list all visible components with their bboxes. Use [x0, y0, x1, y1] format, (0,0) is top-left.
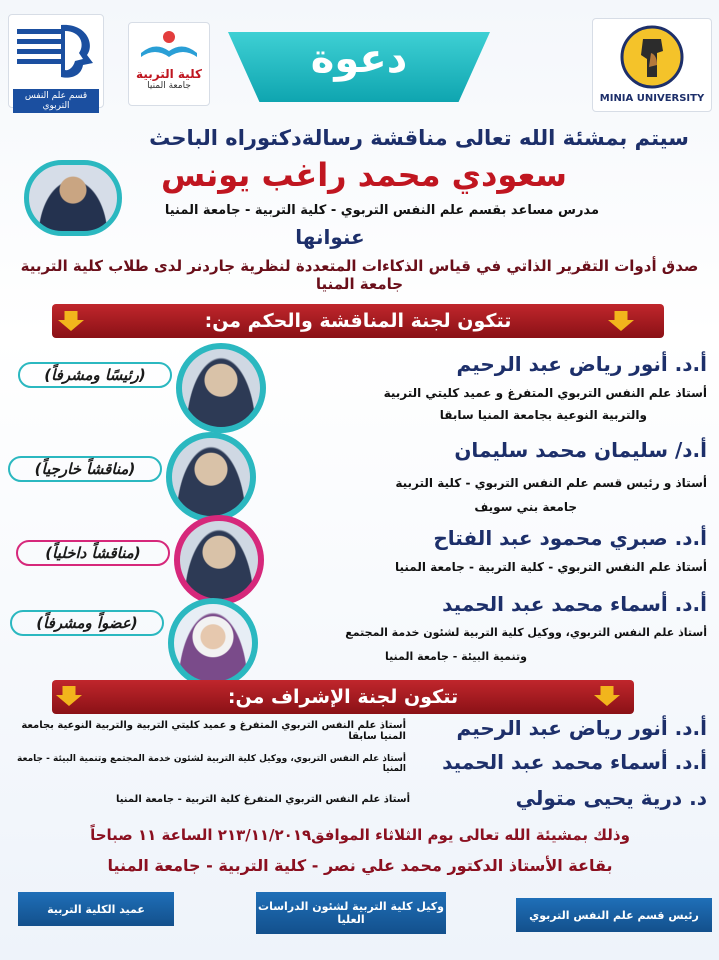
- minia-university-caption: MINIA UNIVERSITY: [599, 93, 705, 104]
- member-photo: [166, 432, 256, 522]
- member-desc: والتربية النوعية بجامعة المنيا سابقا: [439, 408, 647, 422]
- member-photo: [174, 515, 264, 605]
- member-desc: جامعة بني سويف: [474, 500, 577, 514]
- researcher-name: سعودي محمد راغب يونس: [160, 156, 568, 194]
- faculty-caption: كلية التربية: [136, 67, 202, 81]
- psychology-dept-logo: [8, 14, 104, 111]
- researcher-photo: [24, 160, 122, 236]
- supervisor-name: أ.د. أسماء محمد عبد الحميد: [442, 750, 707, 774]
- member-role: (رئيسًا ومشرفاً): [18, 362, 172, 388]
- supervision-heading-bar: [52, 680, 634, 714]
- committee-heading: تتكون لجنة المناقشة والحكم من:: [204, 310, 512, 332]
- schedule-date: وذلك بمشيئة الله تعالى يوم الثلاثاء الموافق٢١٣/١١/٢٠١٩ الساعة ١١ صباحاً: [90, 826, 630, 844]
- faculty-of-education-logo: [128, 22, 210, 106]
- member-role: (مناقشاً خارجياً): [8, 456, 162, 482]
- supervisor-desc: أستاذ علم النفس التربوي المتفرغ و عميد كليتي التربية والتربية النوعية بجامعة المنيا سابقا: [21, 720, 406, 742]
- faculty-university-caption: جامعة المنيا: [147, 81, 191, 91]
- intro-text: سيتم بمشئة الله تعالى مناقشة رسالةدكتوراه الباحث: [149, 126, 689, 150]
- supervisor-desc: أستاذ علم النفس التربوي، ووكيل كلية التربية لشئون خدمة المجتمع وتنمية البيئة - جامعة المنيا: [17, 754, 406, 774]
- dean-signature: عميد الكلية التربية: [18, 892, 174, 926]
- member-desc: أستاذ علم النفس التربوي، ووكيل كلية التربية لشئون خدمة المجتمع: [345, 626, 707, 639]
- member-role: (مناقشاً داخلياً): [16, 540, 170, 566]
- thesis-title: صدق أدوات التقرير الذاتي في قياس الذكاءات المتعددة لنظرية جاردنر لدى طلاب كلية التربية جامعة المنيا: [20, 257, 699, 293]
- schedule-venue: بقاعة الأستاذ الدكتور محمد علي نصر - كلية التربية - جامعة المنيا: [107, 856, 613, 875]
- minia-university-logo: [592, 18, 712, 112]
- member-desc: أستاذ و رئيس قسم علم النفس التربوي - كلية التربية: [395, 476, 707, 490]
- invitation-title: دعوة: [310, 36, 408, 82]
- psychology-dept-caption: قسم علم النفس التربوي: [13, 89, 99, 113]
- committee-heading-bar: [52, 304, 664, 338]
- supervision-heading: تتكون لجنة الإشراف من:: [227, 686, 459, 708]
- department-head-signature: رئيس قسم علم النفس التربوي: [516, 898, 712, 932]
- supervisor-name: أ.د. أنور رياض عبد الرحيم: [456, 716, 707, 740]
- member-role: (عضواً ومشرفاً): [10, 610, 164, 636]
- member-desc: أستاذ علم النفس التربوي المتفرغ و عميد كليتي التربية: [383, 386, 707, 400]
- member-name: أ.د/ سليمان محمد سليمان: [454, 438, 707, 462]
- member-desc: وتنمية البيئة - جامعة المنيا: [384, 650, 527, 663]
- supervisor-desc: أستاذ علم النفس التربوي المتفرغ كلية التربية - جامعة المنيا: [115, 794, 410, 805]
- nefertiti-emblem-icon: [593, 19, 711, 89]
- member-photo: [168, 598, 258, 688]
- profile-heads-icon: [9, 15, 103, 85]
- member-name: أ.د. أنور رياض عبد الرحيم: [456, 352, 707, 376]
- supervisor-name: د. درية يحيى متولي: [515, 786, 707, 810]
- researcher-position: مدرس مساعد بقسم علم النفس التربوي - كلية التربية - جامعة المنيا: [164, 203, 599, 218]
- open-book-icon: [129, 23, 209, 63]
- member-name: أ.د. أسماء محمد عبد الحميد: [442, 592, 707, 616]
- vice-dean-signature: وكيل كلية التربية لشئون الدراسات العليا: [256, 892, 446, 934]
- member-desc: أستاذ علم النفس التربوي - كلية التربية - جامعة المنيا: [395, 560, 707, 574]
- member-photo: [176, 343, 266, 433]
- member-name: أ.د. صبري محمود عبد الفتاح: [433, 526, 707, 550]
- thesis-heading: عنوانها: [295, 225, 365, 249]
